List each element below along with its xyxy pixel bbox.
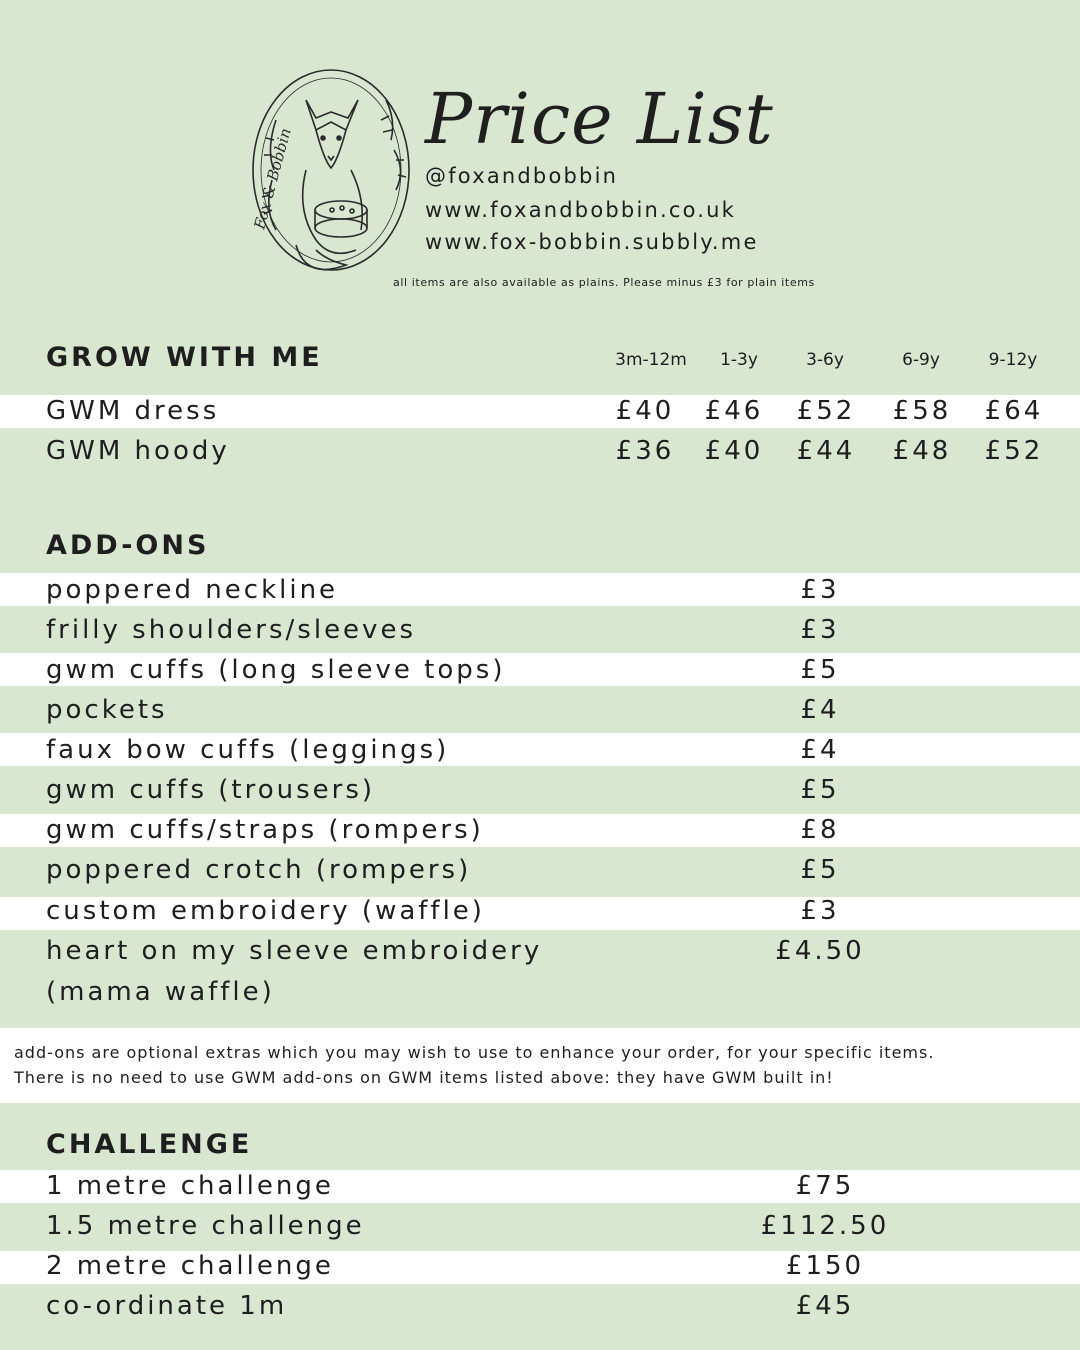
contact-instagram: @foxandbobbin (425, 164, 619, 188)
size-header: 1-3y (720, 350, 758, 370)
challenge-label: 1.5 metre challenge (46, 1211, 365, 1241)
addon-price: £3 (800, 615, 840, 645)
gwm-item-label: GWM dress (46, 396, 220, 426)
addon-price: £4.50 (775, 936, 865, 966)
gwm-item-label: GWM hoody (46, 436, 230, 466)
gwm-price: £52 (984, 436, 1044, 466)
fox-logo-icon (236, 60, 426, 290)
gwm-price: £46 (704, 396, 764, 426)
addon-price: £3 (800, 575, 840, 605)
addon-label: pockets (46, 695, 168, 725)
gwm-price: £40 (704, 436, 764, 466)
contact-website: www.foxandbobbin.co.uk (425, 198, 737, 222)
plains-note: all items are also available as plains. Please minus £3 for plain items (393, 276, 815, 289)
challenge-price: £45 (795, 1291, 855, 1321)
addon-label: poppered crotch (rompers) (46, 855, 472, 885)
gwm-price: £52 (796, 396, 856, 426)
size-header: 6-9y (902, 350, 940, 370)
addon-label: gwm cuffs (trousers) (46, 775, 376, 805)
addons-disclaimer-line: There is no need to use GWM add-ons on GWM items listed above: they have GWM built in! (14, 1068, 834, 1087)
section-heading-grow-with-me: GROW WITH ME (46, 342, 323, 373)
gwm-price: £58 (892, 396, 952, 426)
challenge-label: co-ordinate 1m (46, 1291, 288, 1321)
size-header: 3-6y (806, 350, 844, 370)
addons-disclaimer-line: add-ons are optional extras which you may wish to use to enhance your order, for your specific items. (14, 1043, 935, 1062)
gwm-price: £36 (615, 436, 675, 466)
addon-label: frilly shoulders/sleeves (46, 615, 416, 645)
challenge-price: £75 (795, 1171, 855, 1201)
gwm-price: £44 (796, 436, 856, 466)
logo-text: Fox & Bobbin (250, 126, 295, 232)
addon-price: £4 (800, 735, 840, 765)
challenge-label: 1 metre challenge (46, 1171, 334, 1201)
challenge-price: £150 (785, 1251, 865, 1281)
addon-label: gwm cuffs/straps (rompers) (46, 815, 484, 845)
section-heading-add-ons: ADD-ONS (46, 530, 210, 561)
challenge-label: 2 metre challenge (46, 1251, 334, 1281)
section-heading-challenge: CHALLENGE (46, 1129, 253, 1160)
addon-price: £8 (800, 815, 840, 845)
addon-label: poppered neckline (46, 575, 339, 605)
addon-price: £4 (800, 695, 840, 725)
size-header: 9-12y (988, 350, 1038, 370)
contact-shop: www.fox-bobbin.subbly.me (425, 230, 759, 254)
gwm-price: £40 (615, 396, 675, 426)
addon-label-line2: (mama waffle) (46, 977, 275, 1007)
gwm-price: £64 (984, 396, 1044, 426)
size-header: 3m-12m (615, 350, 687, 370)
addon-label: heart on my sleeve embroidery (46, 936, 543, 966)
addon-price: £5 (800, 855, 840, 885)
gwm-price: £48 (892, 436, 952, 466)
page-title: Price List (425, 78, 774, 160)
addon-price: £5 (800, 775, 840, 805)
row-band (0, 1028, 1080, 1103)
addon-label: faux bow cuffs (leggings) (46, 735, 450, 765)
addon-label: gwm cuffs (long sleeve tops) (46, 655, 506, 685)
challenge-price: £112.50 (760, 1211, 890, 1241)
addon-price: £3 (800, 896, 840, 926)
addon-label: custom embroidery (waffle) (46, 896, 485, 926)
addon-price: £5 (800, 655, 840, 685)
